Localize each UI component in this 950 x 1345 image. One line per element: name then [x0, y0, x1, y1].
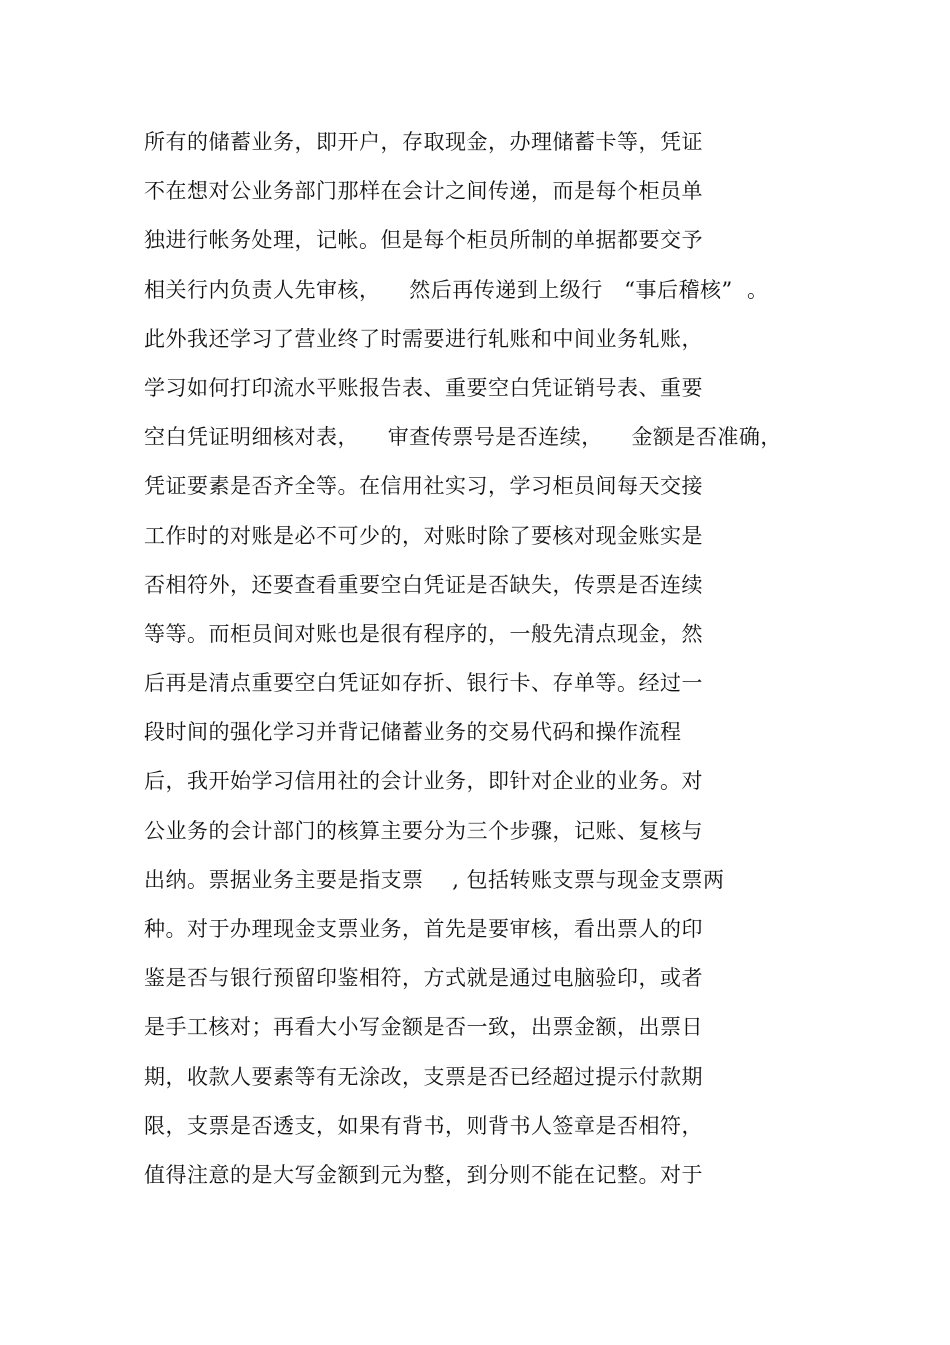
text-line-8: 凭证要素是否齐全等。在信用社实习，学习柜员间每天交接: [144, 474, 703, 499]
text-line-12: 后再是清点重要空白凭证如存折、银行卡、存单等。经过一: [144, 671, 703, 696]
text-line-9: 工作时的对账是必不可少的，对账时除了要核对现金账实是: [144, 523, 703, 548]
text-line-19: 是手工核对；再看大小写金额是否一致，出票金额，出票日: [144, 1015, 703, 1040]
text-line-7: 空白凭证明细核对表， 审查传票号是否连续， 金额是否准确，: [144, 425, 782, 450]
text-line-14: 后，我开始学习信用社的会计业务，即针对企业的业务。对: [144, 769, 703, 794]
text-line-18: 鉴是否与银行预留印鉴相符，方式就是通过电脑验印，或者: [144, 966, 703, 991]
text-line-16: 出纳。票据业务主要是指支票 , 包括转账支票与现金支票两: [144, 867, 725, 892]
text-line-2: 不在想对公业务部门那样在会计之间传递，而是每个柜员单: [144, 179, 703, 204]
text-line-10: 否相符外，还要查看重要空白凭证是否缺失，传票是否连续: [144, 572, 703, 597]
text-line-13: 段时间的强化学习并背记储蓄业务的交易代码和操作流程: [144, 720, 682, 745]
text-line-11: 等等。而柜员间对账也是很有程序的，一般先清点现金，然: [144, 621, 703, 646]
text-line-3: 独进行帐务处理，记帐。但是每个柜员所制的单据都要交予: [144, 228, 703, 253]
body-text: [144, 120, 844, 1202]
text-line-1: 所有的储蓄业务，即开户，存取现金，办理储蓄卡等，凭证: [144, 130, 703, 154]
text-line-20: 期，收款人要素等有无涂改，支票是否已经超过提示付款期: [144, 1064, 703, 1089]
text-line-15: 公业务的会计部门的核算主要分为三个步骤，记账、复核与: [144, 818, 703, 843]
text-line-5: 此外我还学习了营业终了时需要进行轧账和中间业务轧账，: [144, 326, 703, 351]
text-line-22: 值得注意的是大写金额到元为整，到分则不能在记整。对于: [144, 1162, 703, 1187]
text-line-17: 种。对于办理现金支票业务，首先是要审核，看出票人的印: [144, 917, 703, 941]
text-line-4: 相关行内负责人先审核， 然后再传递到上级行 “事后稽核” 。: [144, 277, 769, 302]
text-line-6: 学习如何打印流水平账报告表、重要空白凭证销号表、重要: [144, 375, 703, 400]
text-line-21: 限，支票是否透支，如果有背书，则背书人签章是否相符，: [144, 1113, 703, 1138]
